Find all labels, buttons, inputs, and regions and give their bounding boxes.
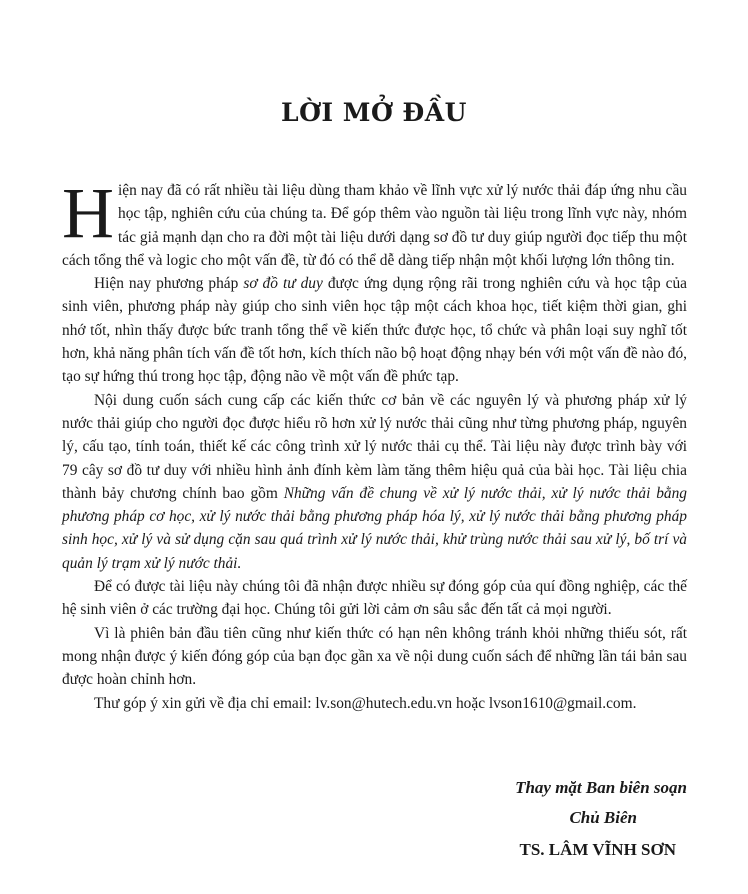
paragraph-3 xyxy=(62,389,687,575)
paragraph-2 xyxy=(62,272,687,388)
paragraph-1-text: iện nay đã có rất nhiều tài liệu dùng tham khảo về lĩnh vực xử lý nước thải đáp ứng nhu cầu học tập, nghiên cứu của chúng ta. Để góp thêm vào nguồn tài liệu trong lĩnh vực này, nhóm tác giả mạnh dạn cho ra đời một tài liệu dưới dạng sơ đồ tư duy giúp người đọc tiếp thu một cách tổng thể và logic cho một vấn đề, từ đó có thể dễ dàng tiếp nhận một khối lượng lớn thông tin. xyxy=(62,182,687,269)
paragraph-1 xyxy=(62,173,687,272)
paragraph-2-italic: sơ đồ tư duy xyxy=(243,275,323,293)
paragraph-6: Thư góp ý xin gửi về địa chỉ email: lv.son@hutech.edu.vn hoặc lvson1610@gmail.com. xyxy=(94,694,637,712)
paragraph-2-text-a: Hiện nay phương pháp xyxy=(94,275,244,293)
paragraph-3-text: Nội dung cuốn sách cung cấp các kiến thức cơ bản về các nguyên lý và phương pháp xử lý nước thải giúp cho người đọc được hiểu rõ hơn xử lý nước thải cũng như từng phương pháp, nguyên lý, cấu tạo, tính toán, thiết kế các công trình xử lý nước thải cụ thể. Tài liệu này được trình bày với 79 cây sơ đồ tư duy với nhiều hình ảnh đính kèm làm tăng thêm hiệu quả của bài học. Tài liệu chia thành bảy chương chính bao gồm xyxy=(62,391,687,502)
signature-title: Chủ Biên xyxy=(569,808,637,827)
signature-role: Thay mặt Ban biên soạn xyxy=(515,778,687,797)
preface-body xyxy=(62,173,687,715)
page-title: LỜI MỞ ĐẦU xyxy=(281,98,467,127)
paragraph-5: Vì là phiên bản đầu tiên cũng như kiến thức có hạn nên không tránh khỏi những thiếu sót, rất mong nhận được ý kiến đóng góp của bạn đọc gần xa về nội dung cuốn sách để những lần tái bản sau được hoàn chỉnh hơn. xyxy=(62,624,687,689)
drop-cap: H xyxy=(62,173,114,253)
paragraph-3-italic: Những vấn đề chung về xử lý nước thải, xử lý nước thải bằng phương pháp cơ học, xử lý nước thải bằng phương pháp hóa lý, xử lý nước thải bằng phương pháp sinh học, xử lý và sử dụng cặn sau quá trình xử lý nước thải, khử trùng nước thải sau xử lý, bố trí và quản lý trạm xử lý nước thải. xyxy=(62,484,687,572)
paragraph-4: Để có được tài liệu này chúng tôi đã nhận được nhiều sự đóng góp của quí đồng nghiệp, các thế hệ sinh viên ở các trường đại học. Chúng tôi gửi lời cảm ơn sâu sắc đến tất cả mọi người. xyxy=(62,578,687,619)
paragraph-2-text-b: được ứng dụng rộng rãi trong nghiên cứu và học tập của sinh viên, phương pháp này giúp cho sinh viên học tập một cách khoa học, tiết kiệm thời gian, ghi nhớ tốt, nhìn thấy được bức tranh tổng thể về kiến thức được học, tổ chức và phân loại suy nghĩ tốt hơn, khả năng phân tích vấn đề tốt hơn, kích thích não bộ hoạt động nhạy bén với một vấn đề nào đó, tạo sự hứng thú trong học tập, động não về một vấn đề phức tạp. xyxy=(62,275,687,386)
signature-name: TS. LÂM VĨNH SƠN xyxy=(519,840,676,859)
